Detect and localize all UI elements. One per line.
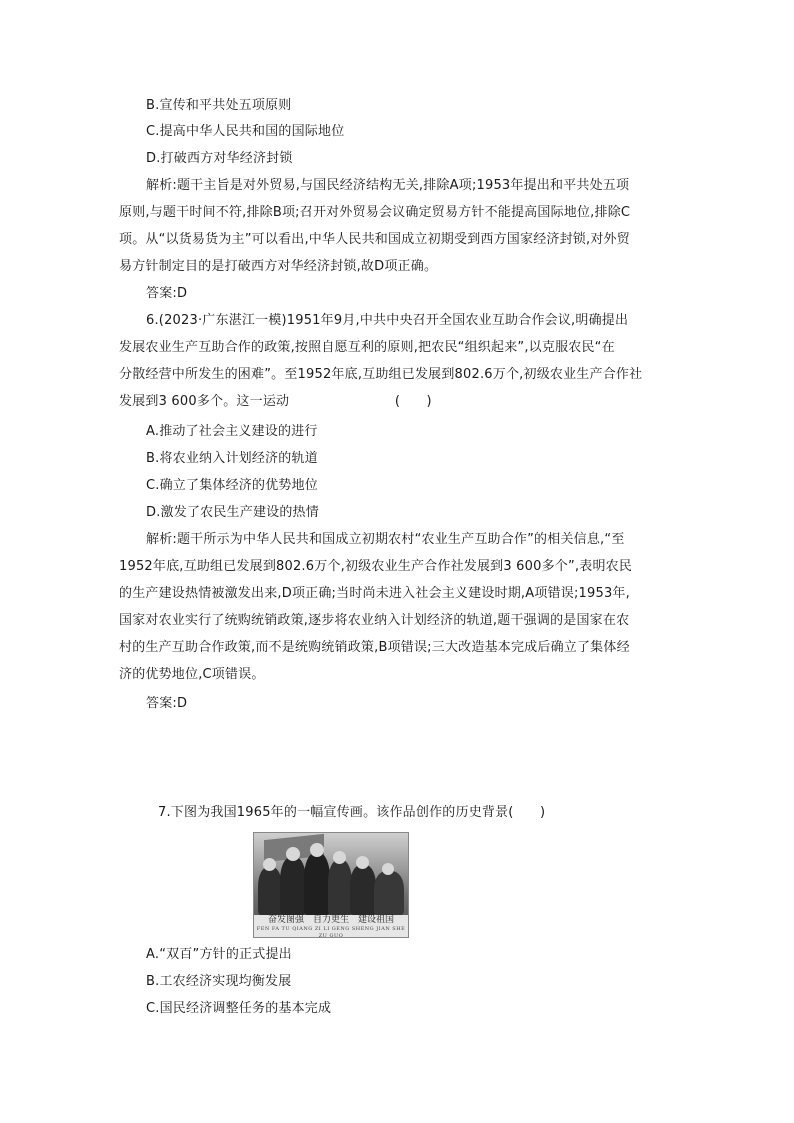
q5-answer: 答案:D: [146, 286, 188, 301]
q6-analysis-line: 村的生产互助合作政策,而不是统购统销政策,B项错误;三大改造基本完成后确立了集体经: [119, 640, 630, 655]
poster-pinyin: FEN FA TU QIANG ZI LI GENG SHENG JIAN SHE ZU GUO: [256, 926, 406, 938]
q7-option-b: B.工农经济实现均衡发展: [146, 974, 292, 989]
poster-caption: 奋发图强 自力更生 建设祖国: [267, 915, 394, 925]
q6-stem-line: 6.(2023·广东湛江一模)1951年9月,中共中央召开全国农业互助合作会议,明确提出: [146, 313, 629, 328]
q6-stem-line: 发展到3 600多个。这一运动 ( ): [119, 394, 432, 409]
q6-analysis-line: 的生产建设热情被激发出来,D项正确;当时尚未进入社会主义建设时期,A项错误;1953年,: [119, 586, 630, 601]
q6-analysis-line: 1952年底,互助组已发展到802.6万个,初级农业生产合作社发展到3 600多个”,表明农民: [119, 559, 633, 574]
q7-option-c: C.国民经济调整任务的基本完成: [146, 1001, 332, 1016]
q5-analysis-line: 原则,与题干时间不符,排除B项;召开对外贸易会议确定贸易方针不能提高国际地位,排除C: [119, 205, 631, 220]
q6-answer: 答案:D: [146, 696, 188, 711]
q6-analysis-line: 解析:题干所示为中华人民共和国成立初期农村“农业生产互助合作”的相关信息,“至: [146, 532, 625, 547]
q5-option-b: B.宣传和平共处五项原则: [146, 98, 292, 113]
q7-option-a: A.“双百”方针的正式提出: [146, 947, 292, 962]
q5-option-c: C.提高中华人民共和国的国际地位: [146, 124, 345, 139]
q6-stem-line: 分散经营中所发生的困难”。至1952年底,互助组已发展到802.6万个,初级农业生产合作社: [119, 367, 643, 382]
q6-option-c: C.确立了集体经济的优势地位: [146, 478, 319, 493]
q5-analysis-line: 项。从“以货易货为主”可以看出,中华人民共和国成立初期受到西方国家经济封锁,对外贸: [119, 232, 630, 247]
propaganda-poster-image: [253, 832, 409, 938]
q5-analysis-line: 解析:题干主旨是对外贸易,与国民经济结构无关,排除A项;1953年提出和平共处五项: [146, 178, 630, 193]
q7-stem: 7.下图为我国1965年的一幅宣传画。该作品创作的历史背景( ): [158, 805, 546, 820]
q6-analysis-line: 济的优势地位,C项错误。: [119, 667, 265, 682]
q6-option-d: D.激发了农民生产建设的热情: [146, 505, 319, 520]
q5-option-d: D.打破西方对华经济封锁: [146, 151, 293, 166]
q6-option-b: B.将农业纳入计划经济的轨道: [146, 451, 318, 466]
q6-analysis-line: 国家对农业实行了统购统销政策,逐步将农业纳入计划经济的轨道,题干强调的是国家在农: [119, 613, 630, 628]
q5-analysis-line: 易方针制定目的是打破西方对华经济封锁,故D项正确。: [119, 259, 438, 274]
q6-stem-line: 发展农业生产互助合作的政策,按照自愿互利的原则,把农民“组织起来”,以克服农民“在: [119, 340, 615, 355]
q6-option-a: A.推动了社会主义建设的进行: [146, 424, 318, 439]
poster-caption-banner: [254, 915, 408, 937]
